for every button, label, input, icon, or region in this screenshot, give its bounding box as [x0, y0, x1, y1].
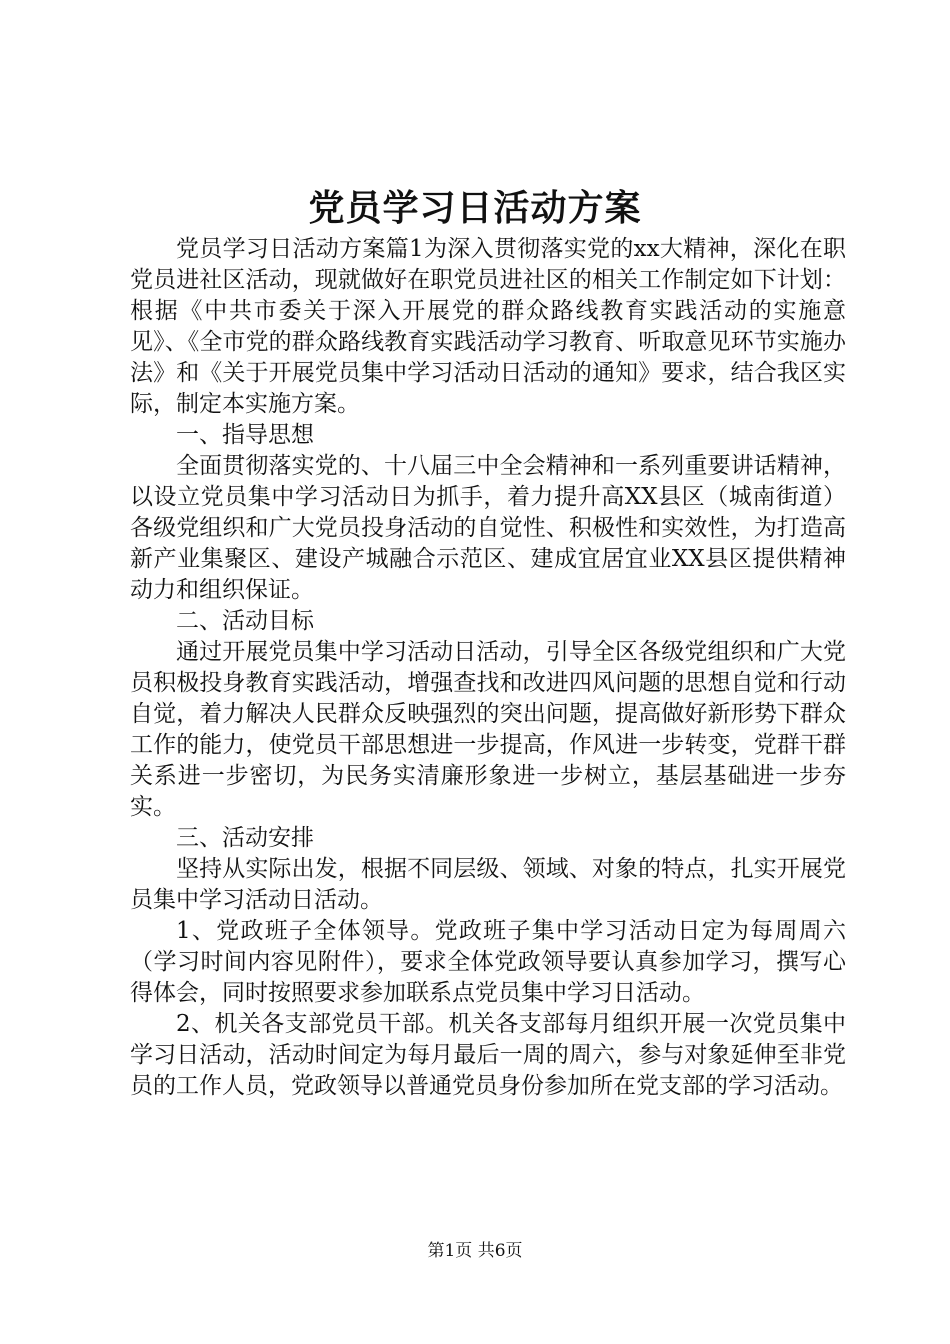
arrangement-item-1: 1、党政班子全体领导。党政班子集中学习活动日定为每周周六（学习时间内容见附件），要求全体党政领导要认真参加学习，撰写心得体会，同时按照要求参加联系点党员集中学习日活动。	[130, 918, 846, 1006]
document-body	[130, 234, 846, 1102]
page-number-footer: 第1页 共6页	[427, 1241, 523, 1261]
guiding-ideology-paragraph: 全面贯彻落实党的、十八届三中全会精神和一系列重要讲话精神，以设立党员集中学习活动日为抓手，着力提升高XX县区（城南街道）各级党组织和广大党员投身活动的自觉性、积极性和实效性，为打造高新产业集聚区、建设产城融合示范区、建成宜居宜业XX县区提供精神动力和组织保证。	[130, 453, 846, 603]
section-heading-activity-arrangement: 三、活动安排	[176, 825, 314, 851]
document-title: 党员学习日活动方案	[308, 187, 642, 229]
activity-arrangement-paragraph: 坚持从实际出发，根据不同层级、领域、对象的特点，扎实开展党员集中学习活动日活动。	[130, 856, 846, 913]
section-heading-activity-goals: 二、活动目标	[176, 608, 314, 634]
section-heading-guiding-ideology: 一、指导思想	[176, 422, 314, 448]
intro-paragraph: 党员学习日活动方案篇1为深入贯彻落实党的xx大精神，深化在职党员进社区活动，现就做好在职党员进社区的相关工作制定如下计划：根据《中共市委关于深入开展党的群众路线教育实践活动的实施意见》、《全市党的群众路线教育实践活动学习教育、听取意见环节实施办法》和《关于开展党员集中学习活动日活动的通知》要求，结合我区实际，制定本实施方案。	[130, 236, 846, 417]
activity-goals-paragraph: 通过开展党员集中学习活动日活动，引导全区各级党组织和广大党员积极投身教育实践活动，增强查找和改进四风问题的思想自觉和行动自觉，着力解决人民群众反映强烈的突出问题，提高做好新形势下群众工作的能力，使党员干部思想进一步提高，作风进一步转变，党群干群关系进一步密切，为民务实清廉形象进一步树立，基层基础进一步夯实。	[130, 639, 846, 820]
arrangement-item-2: 2、机关各支部党员干部。机关各支部每月组织开展一次党员集中学习日活动，活动时间定为每月最后一周的周六，参与对象延伸至非党员的工作人员，党政领导以普通党员身份参加所在党支部的学习活动。	[130, 1011, 846, 1099]
